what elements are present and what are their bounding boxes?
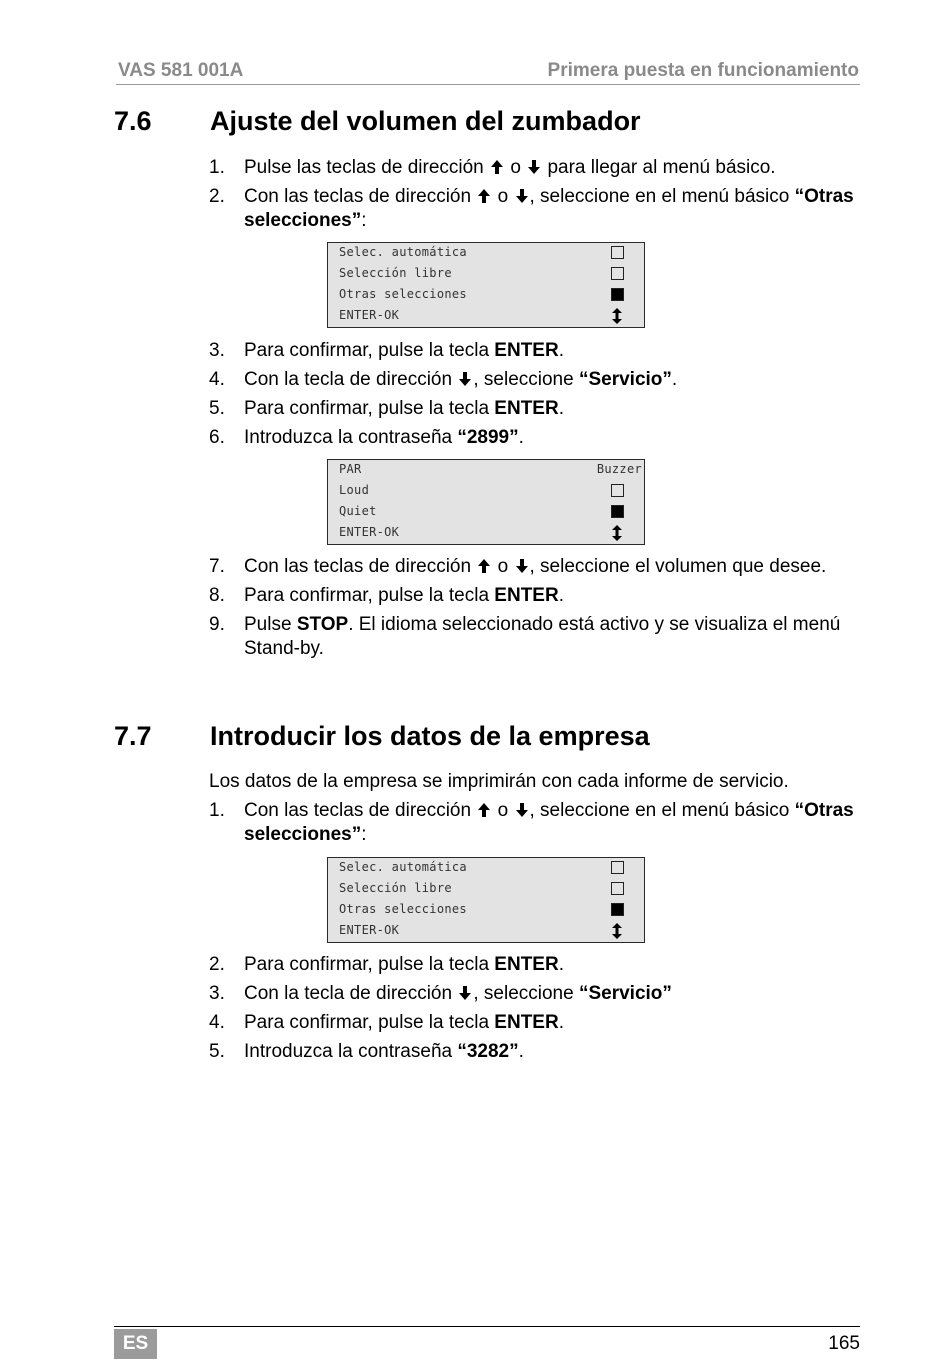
section-heading-7-7	[114, 721, 650, 752]
checkbox-filled-icon	[611, 505, 624, 518]
header-chapter: Primera puesta en funcionamiento	[547, 60, 859, 81]
steps-list-7-7-b	[209, 953, 859, 1069]
list-item: 4. Con la tecla de dirección , seleccione “Servicio”.	[209, 369, 678, 390]
page-header	[116, 58, 860, 85]
list-item: 5. Introduzca la contraseña “3282”.	[209, 1041, 524, 1062]
list-item: 9. Pulse STOP. El idioma seleccionado está activo y se visualiza el menú Stand-by.	[209, 614, 841, 659]
section-heading-7-6	[114, 106, 641, 137]
section-number: 7.6	[114, 106, 152, 136]
lcd-display-menu: Selec. automática Selección libre Otras selecciones ENTER-OK	[327, 857, 645, 943]
list-item: 8. Para confirmar, pulse la tecla ENTER.	[209, 585, 564, 606]
checkbox-empty-icon	[611, 484, 624, 497]
list-item: 2. Para confirmar, pulse la tecla ENTER.	[209, 954, 564, 975]
page-footer	[114, 1326, 860, 1363]
intro-paragraph: Los datos de la empresa se imprimirán con cada informe de servicio.	[209, 771, 789, 792]
checkbox-empty-icon	[611, 861, 624, 874]
arrow-down-icon	[459, 372, 471, 386]
list-item: 7. Con las teclas de dirección o , seleccione el volumen que desee.	[209, 556, 827, 577]
up-down-arrow-icon	[611, 525, 623, 541]
steps-list-7-6-a	[209, 156, 859, 238]
language-badge: ES	[114, 1329, 157, 1359]
lcd-display-menu: Selec. automática Selección libre Otras selecciones ENTER-OK	[327, 242, 645, 328]
section-title: Introducir los datos de la empresa	[210, 721, 650, 751]
list-item: 1. Pulse las teclas de dirección o para llegar al menú básico.	[209, 157, 776, 178]
checkbox-empty-icon	[611, 267, 624, 280]
page-number: 165	[828, 1333, 860, 1354]
list-item: 1. Con las teclas de dirección o , seleccione en el menú básico “Otras selecciones”:	[209, 800, 854, 845]
list-item: 2. Con las teclas de dirección o , seleccione en el menú básico “Otras selecciones”:	[209, 186, 854, 231]
steps-list-7-7-a	[209, 799, 859, 852]
checkbox-filled-icon	[611, 288, 624, 301]
up-down-arrow-icon	[611, 923, 623, 939]
arrow-down-icon	[516, 803, 528, 817]
arrow-up-icon	[478, 559, 490, 573]
arrow-up-icon	[491, 160, 503, 174]
arrow-down-icon	[459, 986, 471, 1000]
checkbox-filled-icon	[611, 903, 624, 916]
steps-list-7-6-c	[209, 555, 859, 666]
section-number: 7.7	[114, 721, 152, 751]
lcd-display-buzzer: PAR Buzzer Loud Quiet ENTER-OK	[327, 459, 645, 545]
arrow-up-icon	[478, 803, 490, 817]
list-item: 3. Con la tecla de dirección , seleccione “Servicio”	[209, 983, 672, 1004]
list-item: 5. Para confirmar, pulse la tecla ENTER.	[209, 398, 564, 419]
checkbox-empty-icon	[611, 882, 624, 895]
list-item: 6. Introduzca la contraseña “2899”.	[209, 427, 524, 448]
arrow-up-icon	[478, 189, 490, 203]
steps-list-7-6-b	[209, 339, 859, 455]
arrow-down-icon	[516, 559, 528, 573]
section-title: Ajuste del volumen del zumbador	[210, 106, 641, 136]
arrow-down-icon	[516, 189, 528, 203]
list-item: 4. Para confirmar, pulse la tecla ENTER.	[209, 1012, 564, 1033]
arrow-down-icon	[528, 160, 540, 174]
checkbox-empty-icon	[611, 246, 624, 259]
header-product: VAS 581 001A	[118, 60, 244, 81]
list-item: 3. Para confirmar, pulse la tecla ENTER.	[209, 340, 564, 361]
up-down-arrow-icon	[611, 308, 623, 324]
